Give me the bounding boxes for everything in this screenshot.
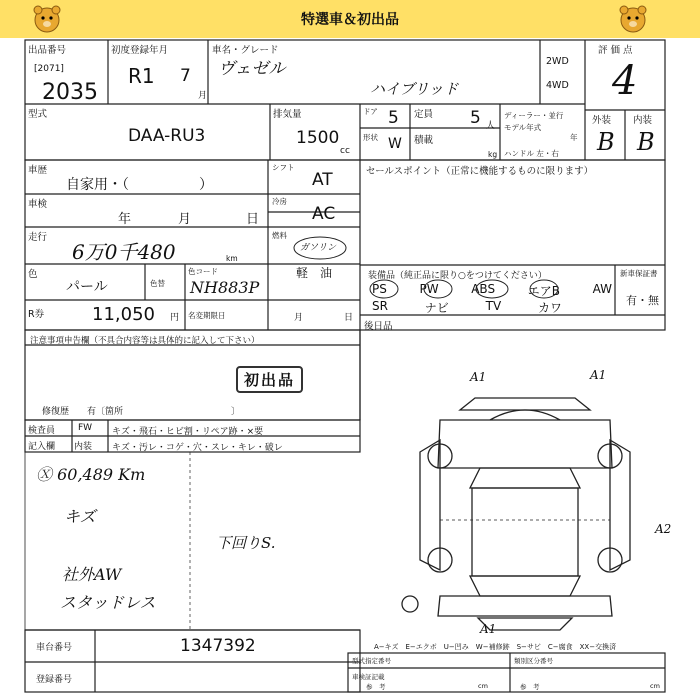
car-grade: ハイブリッド — [370, 80, 459, 98]
sales-points-label: セールスポイント（正常に機能するものに限ります） — [366, 166, 594, 177]
car-damage-diagram — [380, 360, 670, 640]
car-label: 車名・グレード — [212, 45, 279, 56]
first-reg-era: R1 — [128, 64, 155, 88]
history-value: 自家用・（ ） — [66, 177, 213, 193]
warranty-value: 有・無 — [626, 294, 659, 307]
dealer-label: ディーラー・並行 — [504, 111, 564, 120]
equipment-item: PW — [419, 282, 439, 296]
name-change-day: 日 — [344, 313, 354, 323]
lot-label: 出品番号 — [28, 45, 67, 56]
name-change-label: 名変期限日 — [188, 311, 226, 320]
notes-label: 注意事項申告欄（不具合内容等は具体的に記入して下さい） — [30, 336, 260, 346]
color-value: パール — [66, 279, 108, 295]
shape-value: W — [388, 136, 402, 152]
inspection-day: 日 — [246, 212, 260, 227]
mileage-label: 走行 — [28, 232, 48, 243]
chassis-label: 車台番号 — [36, 643, 73, 653]
first-reg-month: 7 — [180, 66, 191, 86]
equipment-item: TV — [485, 299, 502, 313]
inspector-label: 検査員 — [28, 426, 56, 436]
shape-label: 形状 — [363, 133, 378, 142]
lot-number: 2035 — [42, 80, 98, 105]
drive-4wd: 4WD — [546, 80, 569, 91]
dealer-model-year: モデル年式 — [504, 123, 542, 132]
equipment-item: エアB — [527, 284, 560, 298]
capacity-unit: 人 — [486, 121, 496, 131]
dealer-year-unit: 年 — [570, 133, 578, 142]
equipment-item: ABS — [471, 282, 496, 296]
fuel-gas-circle — [290, 234, 350, 262]
handwritten-studless: スタッドレス — [60, 593, 156, 612]
color-code-label: 色コード — [188, 267, 218, 276]
equipment-item: SR — [372, 299, 388, 313]
shift-label: シフト — [272, 163, 295, 172]
doors-value: 5 — [388, 108, 399, 128]
damage-mark-a1-front-right: A1 — [590, 368, 607, 382]
load-label: 積載 — [414, 135, 434, 146]
fuel-label: 燃料 — [272, 231, 287, 240]
damage-mark-a2-right: A2 — [655, 522, 672, 536]
banner-title: 特選車＆初出品 — [301, 12, 399, 28]
recycle-label: R券 — [28, 309, 45, 320]
inspector-row2-head: 内装 — [74, 442, 93, 452]
equipment-row-2 — [372, 299, 562, 316]
exterior-value: B — [597, 128, 615, 156]
displacement-value: 1500 — [296, 128, 340, 148]
aircon-value: AC — [312, 204, 336, 224]
equipment-item: ナビ — [424, 301, 449, 315]
warranty-label: 新車保証書 — [620, 269, 658, 278]
equipment-circles — [368, 278, 578, 300]
aircon-label: 冷房 — [272, 197, 287, 206]
dealer-handle: ハンドル 左・右 — [504, 149, 559, 158]
recycle-value: 11,050 — [92, 304, 155, 325]
interior-value: B — [637, 128, 655, 156]
first-reg-month-unit: 月 — [198, 91, 208, 101]
inspection-year: 年 — [118, 212, 132, 227]
exterior-label: 外装 — [592, 115, 612, 126]
cm-unit: cm — [650, 682, 660, 690]
interior-label: 内装 — [633, 115, 653, 126]
equipment-label: 装備品（純正品に限り○をつけてください） — [368, 271, 547, 281]
mileage-value: 6万0千480 — [72, 240, 176, 264]
model-value: DAA-RU3 — [128, 126, 206, 146]
first-reg-label: 初度登録年月 — [111, 45, 169, 56]
displacement-label: 排気量 — [273, 109, 302, 120]
handwritten-underbody: 下回りS. — [216, 534, 276, 552]
color-label: 色 — [28, 269, 38, 280]
inspector-fw: FW — [78, 423, 93, 433]
chassis-value: 1347392 — [180, 636, 256, 656]
repair-history: 修復歴 有〔箇所 〕 — [42, 407, 241, 417]
damage-mark-a1-front-left: A1 — [470, 370, 487, 384]
capacity-label: 定員 — [414, 109, 434, 120]
type-designation-label: 型式指定番号 — [352, 657, 391, 665]
seat-label: 後日品 — [364, 321, 393, 332]
inspection-label: 車検 — [28, 199, 48, 210]
inspector-row1-items: キズ・飛石・ヒビ割・リペア跡・×要 — [112, 427, 264, 437]
fuel-gas: ガソリン — [300, 243, 337, 253]
reference-label-1: 参 考 — [366, 683, 386, 691]
car-name: ヴェゼル — [218, 59, 286, 79]
equipment-item: PS — [372, 282, 387, 296]
class-number-label: 類別区分番号 — [514, 657, 553, 665]
first-listing-stamp: 初出品 — [236, 366, 303, 393]
color-change-label: 色替 — [150, 279, 165, 288]
name-change-month: 月 — [294, 313, 304, 323]
fuel-diesel: 軽 油 — [296, 266, 333, 280]
equipment-item: AW — [592, 282, 612, 296]
damage-mark-a1-rear: A1 — [480, 622, 497, 636]
equipment-item: カワ — [537, 301, 562, 315]
lot-code: [2071] — [34, 64, 64, 74]
load-unit: kg — [488, 150, 498, 159]
inspector-row2-items: キズ・汚レ・コゲ・穴・スレ・キレ・破レ — [112, 443, 283, 453]
doors-label: ドア — [363, 107, 378, 116]
history-label: 車歴 — [28, 165, 48, 176]
registration-cert-label: 車検証記載 — [352, 673, 385, 681]
handwritten-scratch: キズ — [64, 507, 96, 526]
registration-label: 登録番号 — [36, 675, 73, 685]
score-label: 評価点 — [598, 45, 636, 56]
capacity-value: 5 — [470, 108, 481, 128]
recycle-unit: 円 — [170, 313, 180, 323]
inspection-month: 月 — [178, 212, 192, 227]
cm-unit: cm — [478, 682, 488, 690]
handwritten-mileage: Ⓧ 60,489 Km — [36, 465, 146, 484]
model-label: 型式 — [28, 109, 48, 120]
drive-2wd: 2WD — [546, 56, 569, 67]
color-code: NH883P — [190, 278, 260, 297]
shift-value: AT — [312, 170, 333, 190]
damage-legend: A−キズ E−エクボ U−凹み W−補修跡 S−サビ C−腐食 XX−交換済 — [374, 643, 617, 651]
score-value: 4 — [612, 58, 638, 104]
displacement-unit: cc — [340, 146, 350, 156]
mileage-unit: km — [226, 254, 238, 263]
reference-label-2: 参 考 — [520, 683, 540, 691]
handwritten-aftermarket-wheels: 社外AW — [62, 565, 122, 584]
inspector-row2-label: 記入欄 — [28, 442, 56, 452]
